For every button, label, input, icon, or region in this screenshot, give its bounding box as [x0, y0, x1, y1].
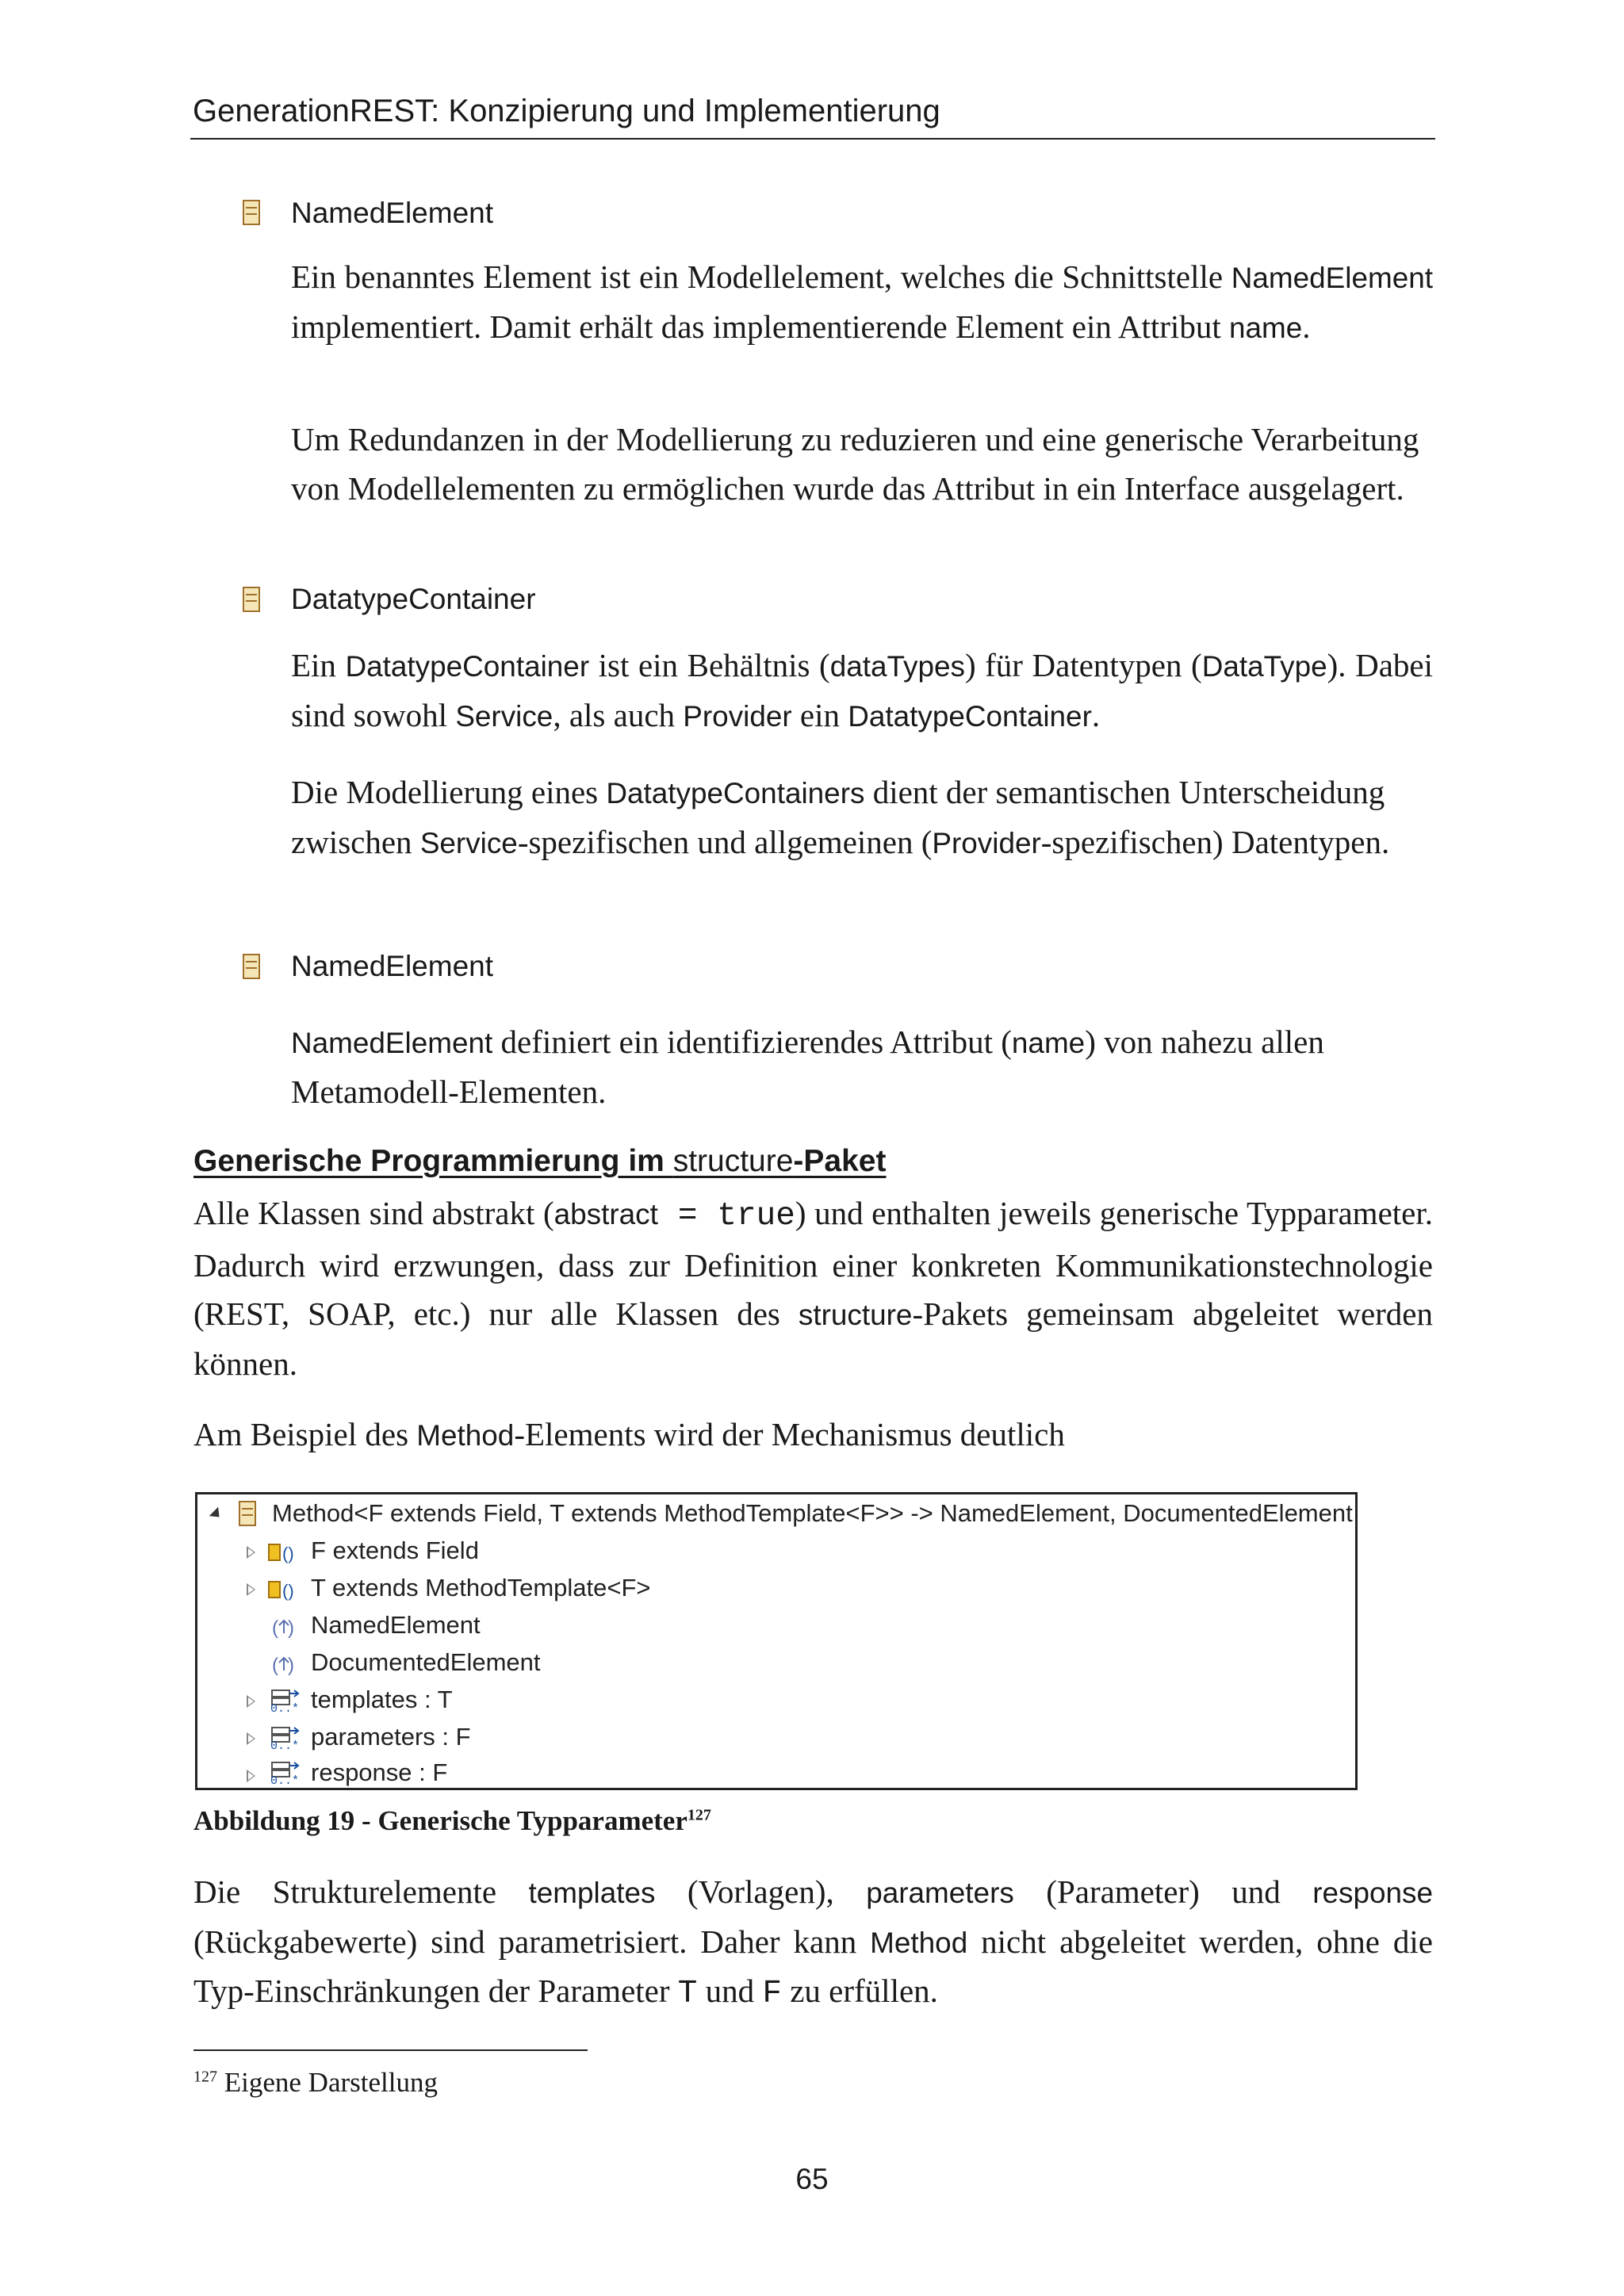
tree-item-supertype-named-element[interactable]: NamedElement: [311, 1611, 481, 1639]
class-icon: [243, 954, 260, 979]
figure-tree-view: [195, 1492, 1358, 1790]
svg-text:(): (): [282, 1544, 294, 1563]
item-paragraph: Die Modellierung eines DatatypeContainers dient der semantischen Unterscheidung zwischen Service-spezifischen und allgemeinen (Provider-spezifischen) Datentypen.: [291, 774, 1390, 860]
svg-text:): ): [288, 1655, 294, 1676]
class-icon: [243, 587, 260, 612]
containment-reference-icon: 0..*: [270, 1724, 302, 1755]
expander-closed-icon[interactable]: [247, 1695, 255, 1708]
supertype-icon: [272, 1614, 299, 1640]
type-parameter-icon: [267, 1577, 299, 1602]
svg-text:(: (: [272, 1617, 278, 1639]
expander-closed-icon[interactable]: [247, 1770, 255, 1782]
tree-item-method[interactable]: Method<F extends Field, T extends MethodTemplate<F>> -> NamedElement, DocumentedElement: [272, 1499, 1353, 1527]
svg-text:): ): [288, 1617, 294, 1639]
expander-closed-icon[interactable]: [247, 1732, 255, 1745]
svg-text:(: (: [272, 1655, 278, 1676]
item-paragraph: NamedElement definiert ein identifizierendes Attribut (name) von nahezu allen Metamodell-Elementen.: [291, 1024, 1324, 1110]
item-title: NamedElement: [291, 197, 494, 229]
expander-closed-icon[interactable]: [247, 1583, 255, 1596]
tree-item-type-parameter-f[interactable]: F extends Field: [311, 1536, 479, 1564]
class-icon: [239, 1501, 256, 1526]
tree-item-response[interactable]: response : F: [311, 1758, 448, 1786]
item-paragraph: Um Redundanzen in der Modellierung zu reduzieren und eine generische Verarbeitung von Modellelementen zu ermöglichen wurde das Attribut in ein Interface ausgelagert.: [291, 421, 1419, 507]
body-paragraph: Alle Klassen sind abstrakt (abstract = true) und enthalten jeweils generische Typparameter. Dadurch wird erzwungen, dass zur Definition einer konkreten Kommunikationstechnologie (REST, SOAP, etc.) nur alle Klassen des structure-Pakets gemeinsam abgeleitet werden können.: [193, 1195, 1434, 1382]
expander-closed-icon[interactable]: [247, 1546, 255, 1559]
footnote-rule: [193, 2049, 588, 2051]
supertype-icon: [272, 1651, 299, 1677]
body-paragraph: Die Strukturelemente templates (Vorlagen), parameters (Parameter) und response (Rückgabewerte) sind parametrisiert. Daher kann Method nicht abgeleitet werden, ohne die Typ-Einschränkungen der Parameter T und F zu erfüllen.: [193, 1873, 1433, 2012]
containment-reference-icon: 0..*: [270, 1687, 302, 1717]
expander-open-icon[interactable]: [209, 1507, 224, 1521]
svg-text:(): (): [282, 1581, 294, 1601]
figure-caption: Abbildung 19 - Generische Typparameter$^{127}$: [193, 1805, 711, 1836]
tree-item-templates[interactable]: templates : T: [311, 1686, 453, 1713]
tree-item-supertype-documented-element[interactable]: DocumentedElement: [311, 1648, 541, 1676]
tree-item-parameters[interactable]: parameters : F: [311, 1723, 471, 1751]
running-header: GenerationREST: Konzipierung und Implementierung: [193, 94, 940, 128]
type-parameter-icon: [267, 1540, 299, 1565]
page-number: 65: [795, 2163, 829, 2195]
header-rule: [190, 138, 1435, 140]
item-title: DatatypeContainer: [291, 583, 536, 615]
containment-reference-icon: 0..*: [270, 1759, 302, 1789]
class-icon: [243, 200, 260, 225]
body-paragraph: Am Beispiel des Method-Elements wird der Mechanismus deutlich: [193, 1416, 1065, 1452]
item-paragraph: Ein benanntes Element ist ein Modellelement, welches die Schnittstelle NamedElement implementiert. Damit erhält das implementierende Element ein Attribut name.: [291, 258, 1433, 345]
footnote-reference[interactable]: 127: [687, 1806, 711, 1824]
tree-item-type-parameter-t[interactable]: T extends MethodTemplate<F>: [311, 1574, 651, 1601]
item-title: NamedElement: [291, 950, 494, 982]
footnote: $^{127}$ Eigene Darstellung: [193, 2067, 438, 2098]
section-heading: Generische Programmierung im structure-Paket: [193, 1144, 887, 1178]
item-paragraph: Ein DatatypeContainer ist ein Behältnis (dataTypes) für Datentypen (DataType). Dabei sind sowohl Service, als auch Provider ein DatatypeContainer.: [291, 647, 1433, 733]
